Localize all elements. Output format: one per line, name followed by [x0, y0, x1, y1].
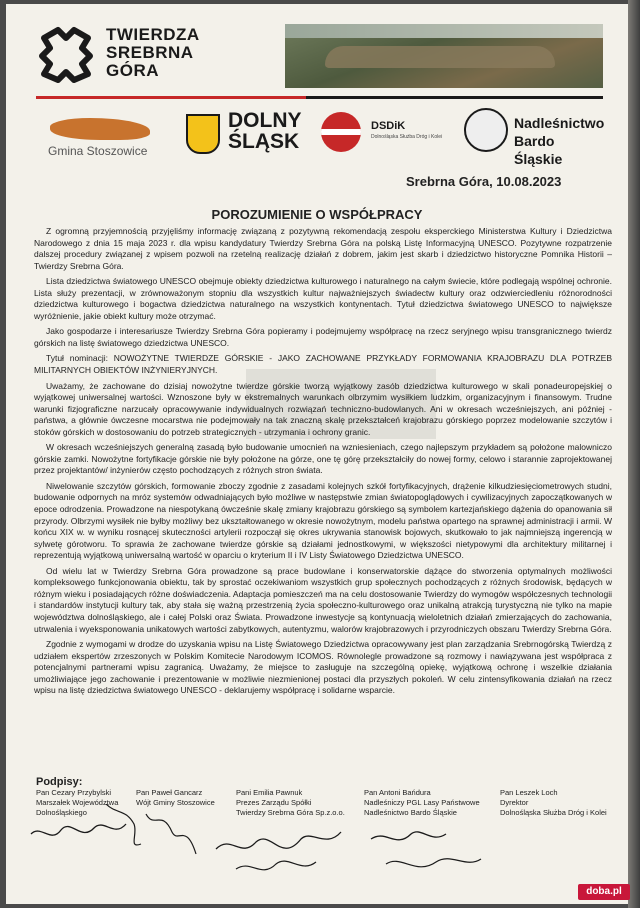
- paragraph: Uważamy, że zachowane do dzisiaj nowożytne twierdze górskie tworzą wyjątkowy zasób dziedzictwa kulturowego w skali ponadeuropejskiej o wyjątkowej uniwersalnej wartości. Wznoszone były w ekstremalnych warunkach olbrzymim wysiłkiem ludzkim, organizacyjnym i finansowym. Trudne warunki fizjograficzne narzucały opracowywanie indywidualnych rozwiązań techniczno-budowlanych. Ani w okresach wcześniejszych, ani później - państwa, a głównie ówczesne mocarstwa nie podejmowały na tak znaczną skalę przekształceń krajobrazu górskiego poprzez modelowanie szczytów i stoków górskich w dostosowaniu do potrzeb strategicznych - utrzymania i ochrony granic.: [34, 380, 612, 437]
- document-page: [6, 4, 628, 904]
- paragraph: Od wielu lat w Twierdzy Srebrna Góra prowadzone są prace budowlane i konserwatorskie dążące do stworzenia optymalnych możliwości kompleksowego funkcjonowania obiektu, tak by sprostać oczekiwaniom wszystkich grup społecznych pochodzących z różnych środowisk, będących w różnym wieku i posiadających różne doświadczenia. Adaptacja pomieszczeń ma na celu dostosowanie Twierdzy do wymogów współczesnych technologii i standardów instytucji kultury tak, aby stała się ważną przestrzenią życia społeczno-kulturowego oraz unikalną atrakcją turystyczną nie tylko na mapie województwa dolnośląskiego, ale i całej Polski oraz Świata. Prowadzone inwestycje są kontynuacją wieloletnich działań zmierzających do zachowania, utrwalenia i wyeksponowania unikatowych wartości zabytkowych, autentyzmu, walorów krajobrazowych i przyrodniczych obszaru Twierdzy Srebrna Góra.: [34, 565, 612, 634]
- header-rule-black: [306, 96, 603, 99]
- paragraph: Tytuł nominacji: NOWOŻYTNE TWIERDZE GÓRSKIE - JAKO ZACHOWANE PRZYKŁADY FORMOWANIA KRAJOBRAZU DLA POTRZEB MILITARNYCH OBIEKTÓW INŻYNIERYJNYCH.: [34, 353, 612, 376]
- paragraph: W okresach wcześniejszych generalną zasadą było budowanie umocnień na wzniesieniach, czego najlepszym przykładem są położone malowniczo górskie zamki. Nowożytne fortyfikacje górskie nie były położone na górze, one tę górę przekształciły do nowej formy, celowo i starannie zaprojektowanej przez projektantów/ inżynierów często pochodzących z różnych stron świata.: [34, 442, 612, 476]
- source-watermark: doba.pl: [578, 884, 630, 900]
- document-date: Srebrna Góra, 10.08.2023: [406, 174, 562, 189]
- sponsor-logos: [36, 104, 606, 166]
- twierdza-logo-icon: [36, 24, 96, 84]
- twierdza-wordmark: TWIERDZA SREBRNA GÓRA: [106, 25, 200, 80]
- signatory-dyrektor: Pan Leszek Loch Dyrektor Dolnośląska Służba Dróg i Kolei: [500, 788, 607, 817]
- nadlesnictwo-wordmark: Nadleśnictwo Bardo Śląskie: [514, 115, 605, 167]
- dsdik-logo-icon: [321, 112, 361, 152]
- paragraph: Jako gospodarze i interesariusze Twierdzy Srebrna Góra popieramy i podejmujemy współpracę na rzecz seryjnego wpisu transgranicznego twierdz górskich na listę światowego dziedzictwa UNESCO.: [34, 326, 612, 348]
- paragraph: Z ogromną przyjemnością przyjęliśmy informację związaną z pozytywną rekomendacją zespołu eksperckiego Ministerstwa Kultury i Dziedzictwa Narodowego z dnia 15 maja 2023 r. dla wpisu kandydatury Twierdzy Srebrna Góra na polską Listę Informacyjną UNESCO. Pozytywne rozpatrzenie dalszej procedury związanej z wpisem pozwoli na rzetelną realizację działań z dobrem, jakim jest skarb i dziedzictwo historyczne Pomnika Historii – Twierdzy Srebrna Góra.: [34, 226, 612, 271]
- document-body: [34, 226, 612, 701]
- lasy-panstwowe-logo-icon: [464, 108, 508, 152]
- signatures-label: Podpisy:: [36, 776, 83, 788]
- paragraph: Lista dziedzictwa światowego UNESCO obejmuje obiekty dziedzictwa kulturowego i naturalnego na całym świecie, które podlegają wspólnej ochronie. Lista służy prezentacji, w zrównoważonym stopniu dla wszystkich kultur najważniejszych świadectw kultury oraz odzwierciedleniu różnorodności dziedzictwa kulturowego i bogactwa dziedzictwa naturalnego na wszystkich kontynentach. Tytuł dziedzictwa światowego UNESCO to największe wyróżnienie, jakie obiekt kultury może otrzymać.: [34, 276, 612, 321]
- dsdik-subtitle: Dolnośląska Służba Dróg i Kolei: [371, 134, 443, 140]
- paragraph: Zgodnie z wymogami w drodze do uzyskania wpisu na Listę Światowego Dziedzictwa opracowywany jest plan zarządzania Srebrnogórską Twierdzą z udziałem ekspertów zrzeszonych w Polskim Komitecie Narodowym ICOMOS. Równolegle prowadzone są rozmowy i nawiązywana jest współpraca z potencjalnymi partnerami wpisu zagranicą. Uważamy, że miejsce to zasługuje na szczególną opiekę, wyjątkową ochronę i wszelkie działania umożliwiające jego zachowanie i prezentowanie w możliwie niezmienionej postaci dla przyszłych pokoleń. W celu zintensyfikowania działań na rzecz wpisu na listę dziedzictwa światowego UNESCO - deklarujemy współpracę i solidarne wsparcie.: [34, 639, 612, 696]
- gmina-logo: [40, 114, 168, 160]
- signatory-marszalek: Pan Cezary Przybylski Marszałek Województwa Dolnośląskiego: [36, 788, 119, 817]
- page-shadow-edge: [628, 0, 640, 908]
- paragraph: Niwelowanie szczytów górskich, formowanie zboczy zgodnie z zasadami kolejnych szkół fortyfikacyjnych, drążenie kilkudziesięciometrowych studni, budowanie odpornych na mróz systemów odwadniających było możliwe w następstwie zmian światopoglądowych i cywilizacyjnych zapoczątkowanych w epoce odrodzenia. Prowadzone na niespotykaną ówcześnie skalę zmiany krajobrazu górskiego są symbolem kartezjańskiego dążenia do opanowania sił przyrody. Olbrzymi wysiłek nie byłby możliwy bez ukształtowanego w okresie nowożytnym, modelu państwa opartego na sprawnej administracji i armii. W końcu XIX w. w wyniku rosnącej skuteczności artylerii rozpoczął się okres ukrywania stanowisk bojowych, skutkowało to jak najmniejszą ingerencją w sylwetę górotworu. To sprawia że zachowane twierdze górskie są działami jednostkowymi, w większości nietypowymi dla architektury militarnej i reprezentują wyjątkową uniwersalną wartość w oparciu o kryterium II i IV Listy Światowego Dziedzictwa UNESCO.: [34, 480, 612, 561]
- eagle-crest-icon: [186, 114, 220, 154]
- fortress-photo: [285, 24, 603, 88]
- signatory-wojt: Pan Paweł Gancarz Wójt Gminy Stoszowice: [136, 788, 215, 807]
- dolny-slask-wordmark: DOLNY ŚLĄSK: [228, 109, 302, 153]
- dsdik-name: DSDiK: [371, 120, 406, 132]
- document-title: POROZUMIENIE O WSPÓŁPRACY: [211, 207, 423, 222]
- header-rule-red: [36, 96, 306, 99]
- handwritten-signatures: [26, 804, 486, 899]
- signatory-nadlesniczy: Pan Antoni Bańdura Nadleśniczy PGL Lasy Państwowe Nadleśnictwo Bardo Śląskie: [364, 788, 480, 817]
- gmina-map-icon: [50, 118, 150, 140]
- signatory-prezes: Pani Emilia Pawnuk Prezes Zarządu Spółki Twierdzy Srebrna Góra Sp.z.o.o.: [236, 788, 345, 817]
- gmina-name: Gmina Stoszowice: [48, 144, 148, 158]
